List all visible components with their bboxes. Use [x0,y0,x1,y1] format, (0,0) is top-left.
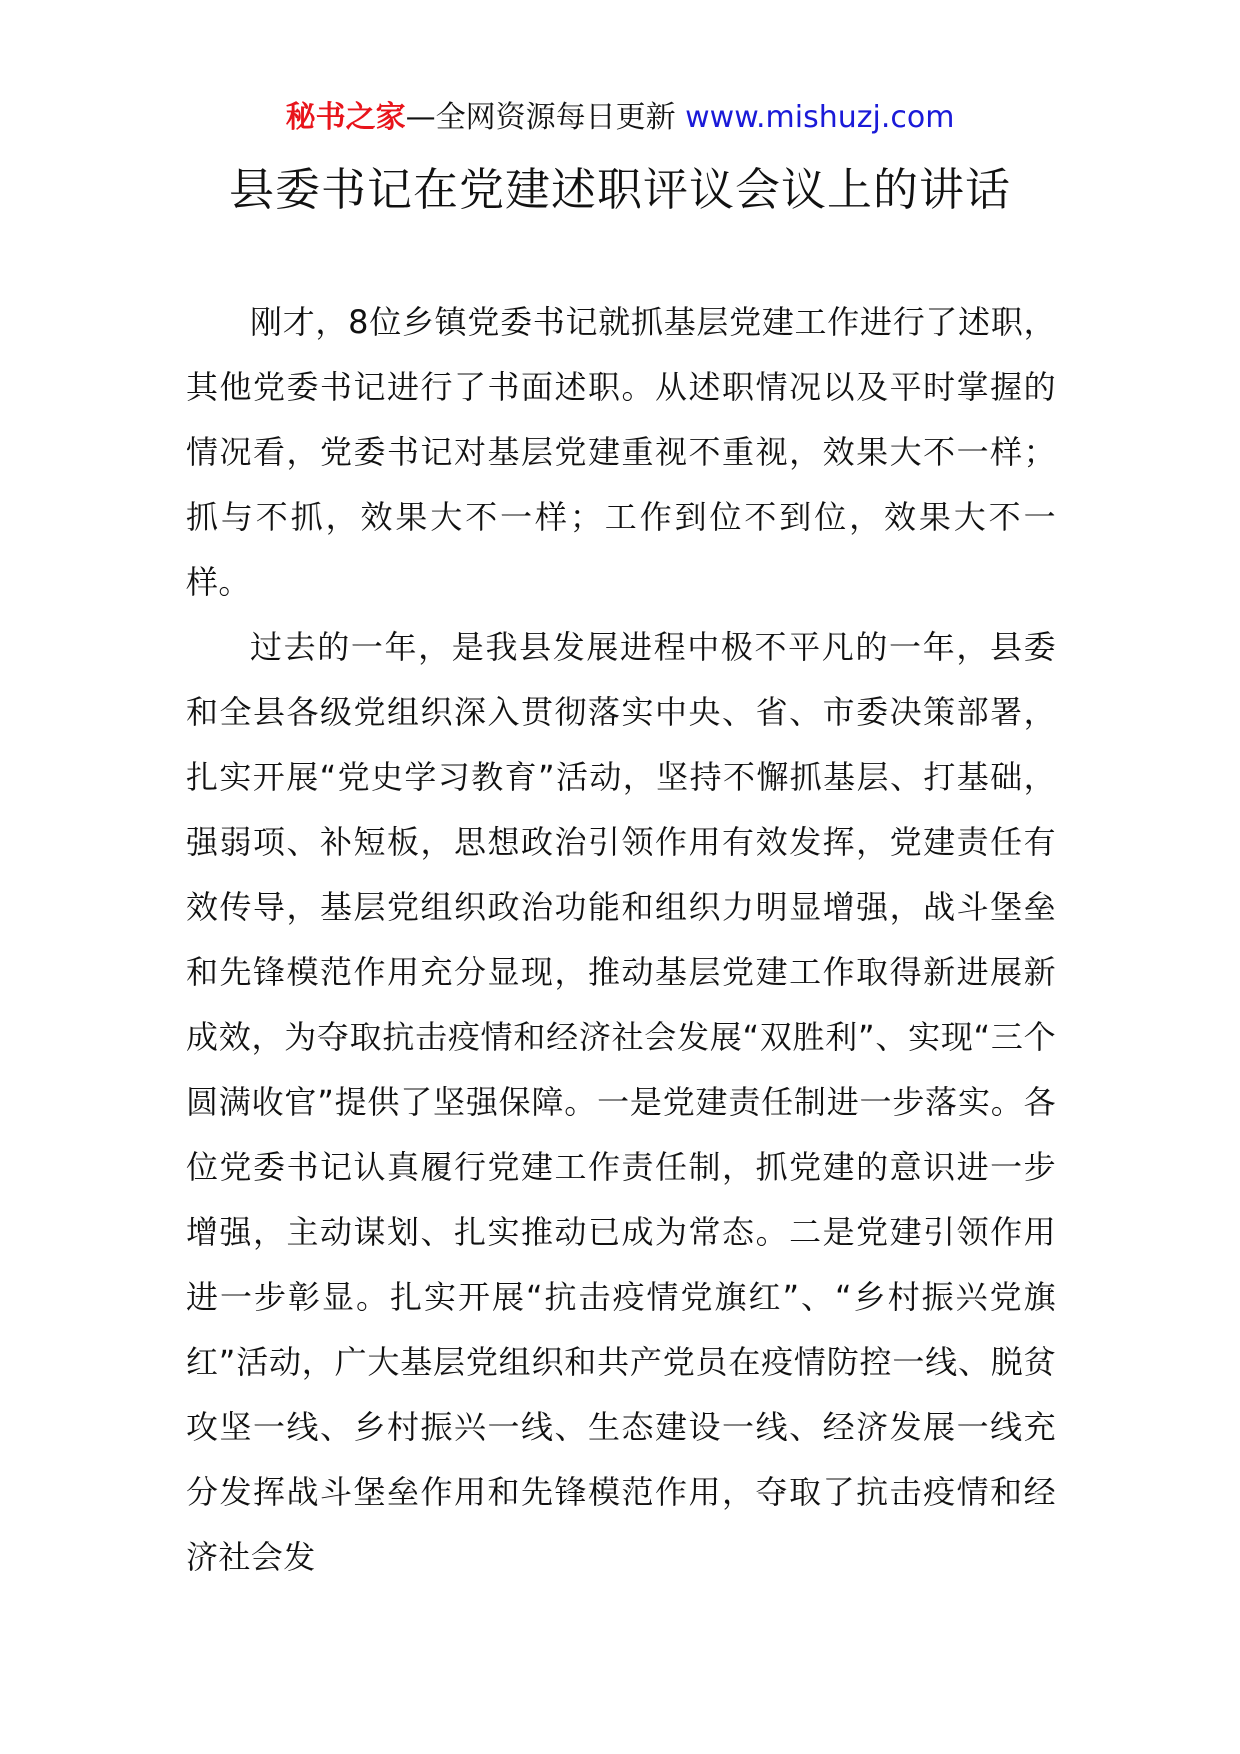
site-header [0,98,1240,138]
body-paragraph: 刚才，8位乡镇党委书记就抓基层党建工作进行了述职，其他党委书记进行了书面述职。从述职情况以及平时掌握的情况看，党委书记对基层党建重视不重视，效果大不一样；抓与不抓，效果大不一样；工作到位不到位，效果大不一样。 [186,303,1056,601]
site-url-link[interactable]: www.mishuzj.com [685,100,955,135]
document-title: 县委书记在党建述职评议会议上的讲话 [228,163,1011,216]
site-tagline: —全网资源每日更新 [405,100,676,135]
body-paragraph: 过去的一年，是我县发展进程中极不平凡的一年，县委和全县各级党组织深入贯彻落实中央、省、市委决策部署，扎实开展“党史学习教育”活动，坚持不懈抓基层、打基础，强弱项、补短板，思想政治引领作用有效发挥，党建责任有效传导，基层党组织政治功能和组织力明显增强，战斗堡垒和先锋模范作用充分显现，推动基层党建工作取得新进展新成效，为夺取抗击疫情和经济社会发展“双胜利”、实现“三个圆满收官”提供了坚强保障。一是党建责任制进一步落实。各位党委书记认真履行党建工作责任制，抓党建的意识进一步增强，主动谋划、扎实推动已成为常态。二是党建引领作用进一步彰显。扎实开展“抗击疫情党旗红”、“乡村振兴党旗红”活动，广大基层党组织和共产党员在疫情防控一线、脱贫攻坚一线、乡村振兴一线、生态建设一线、经济发展一线充分发挥战斗堡垒作用和先锋模范作用，夺取了抗击疫情和经济社会发 [186,628,1056,1576]
brand-name: 秘书之家 [285,100,406,135]
document-body [186,290,1056,1590]
